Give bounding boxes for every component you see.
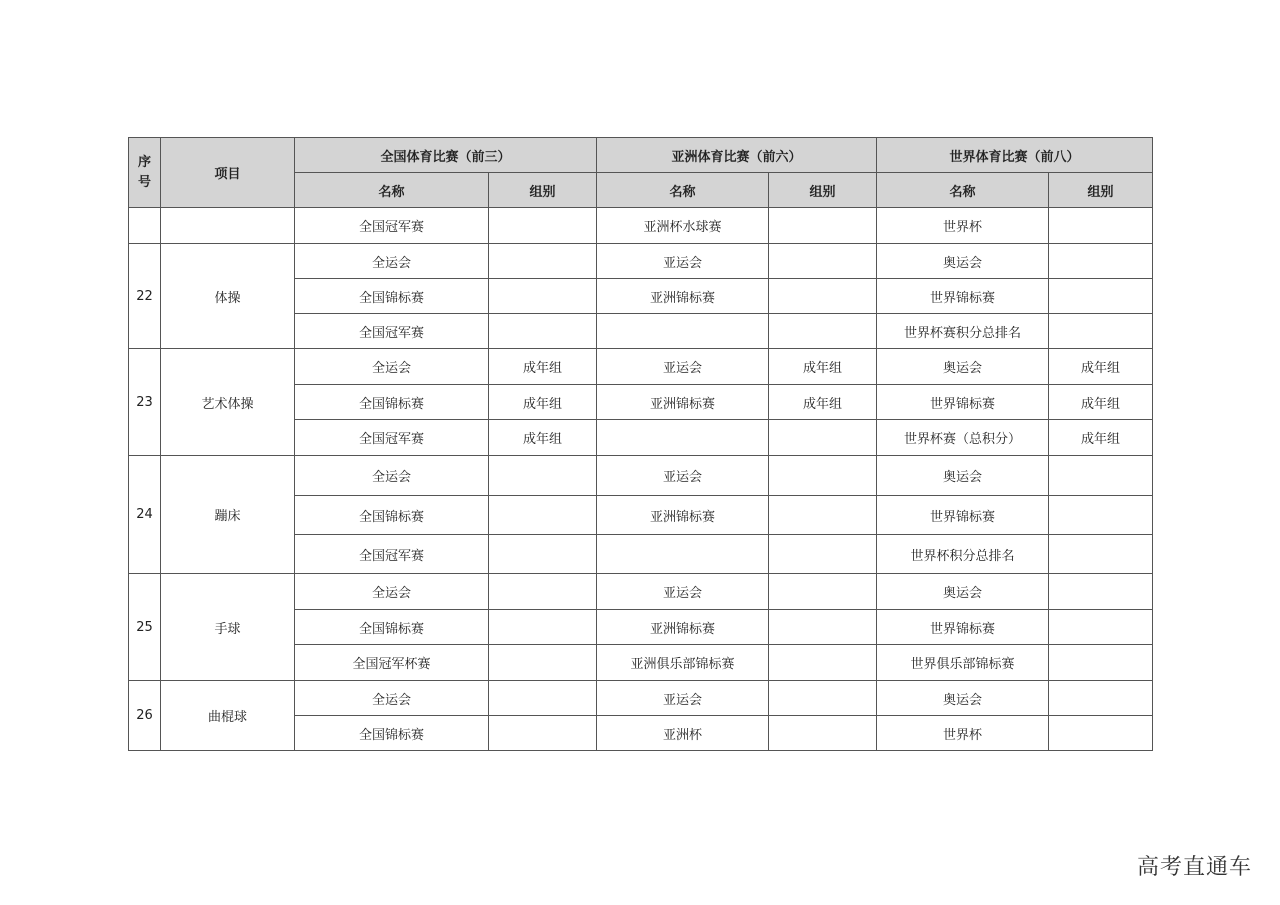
national-category-cell <box>489 681 597 716</box>
world-category-cell: 成年组 <box>1049 385 1153 420</box>
world-category-cell <box>1049 610 1153 645</box>
asian-category-cell <box>769 314 877 349</box>
world-name-cell: 世界锦标赛 <box>877 496 1049 535</box>
asian-name-cell: 亚运会 <box>597 574 769 610</box>
asian-name-cell: 亚洲杯 <box>597 716 769 751</box>
table-row <box>129 574 1153 610</box>
seq-cell: 23 <box>129 349 161 456</box>
asian-category-cell <box>769 456 877 496</box>
world-category-cell: 成年组 <box>1049 420 1153 456</box>
world-category-cell <box>1049 574 1153 610</box>
world-category-cell: 成年组 <box>1049 349 1153 385</box>
world-category-cell <box>1049 456 1153 496</box>
national-name-cell: 全国锦标赛 <box>295 610 489 645</box>
national-group-header: 全国体育比赛（前三） <box>295 138 597 173</box>
national-category-cell <box>489 208 597 244</box>
table-row <box>129 244 1153 279</box>
national-category-header: 组别 <box>489 173 597 208</box>
asian-name-cell: 亚运会 <box>597 244 769 279</box>
table-row <box>129 208 1153 244</box>
asian-category-cell <box>769 496 877 535</box>
national-category-cell <box>489 574 597 610</box>
national-name-cell: 全国冠军杯赛 <box>295 645 489 681</box>
national-name-cell: 全国锦标赛 <box>295 385 489 420</box>
world-name-cell: 世界锦标赛 <box>877 610 1049 645</box>
national-category-cell <box>489 716 597 751</box>
national-name-cell: 全运会 <box>295 574 489 610</box>
national-name-cell: 全国冠军赛 <box>295 208 489 244</box>
seq-cell: 24 <box>129 456 161 574</box>
asian-name-cell: 亚运会 <box>597 349 769 385</box>
asian-name-cell: 亚洲锦标赛 <box>597 279 769 314</box>
item-cell: 艺术体操 <box>161 349 295 456</box>
national-category-cell <box>489 314 597 349</box>
world-name-cell: 奥运会 <box>877 244 1049 279</box>
national-category-cell: 成年组 <box>489 420 597 456</box>
asian-name-cell: 亚运会 <box>597 456 769 496</box>
seq-header <box>129 138 161 208</box>
asian-category-cell <box>769 279 877 314</box>
world-category-cell <box>1049 314 1153 349</box>
world-category-cell <box>1049 208 1153 244</box>
world-name-cell: 世界杯赛（总积分） <box>877 420 1049 456</box>
national-name-header: 名称 <box>295 173 489 208</box>
national-name-cell: 全运会 <box>295 456 489 496</box>
world-category-cell <box>1049 244 1153 279</box>
seq-header-line1: 序 <box>137 154 151 170</box>
asian-category-cell <box>769 645 877 681</box>
national-name-cell: 全运会 <box>295 349 489 385</box>
world-name-cell: 世界俱乐部锦标赛 <box>877 645 1049 681</box>
table-row <box>129 349 1153 385</box>
seq-cell: 26 <box>129 681 161 751</box>
world-name-cell: 奥运会 <box>877 681 1049 716</box>
national-name-cell: 全国冠军赛 <box>295 535 489 574</box>
national-name-cell: 全国锦标赛 <box>295 279 489 314</box>
item-cell: 体操 <box>161 244 295 349</box>
asian-name-header: 名称 <box>597 173 769 208</box>
asian-category-cell <box>769 574 877 610</box>
competition-table <box>128 137 1153 751</box>
world-category-cell <box>1049 716 1153 751</box>
item-cell: 蹦床 <box>161 456 295 574</box>
national-category-cell: 成年组 <box>489 349 597 385</box>
national-category-cell <box>489 279 597 314</box>
world-category-cell <box>1049 645 1153 681</box>
asian-name-cell: 亚洲锦标赛 <box>597 385 769 420</box>
national-name-cell: 全运会 <box>295 244 489 279</box>
asian-name-cell: 亚洲俱乐部锦标赛 <box>597 645 769 681</box>
world-category-cell <box>1049 681 1153 716</box>
asian-name-cell: 亚洲锦标赛 <box>597 610 769 645</box>
national-category-cell <box>489 645 597 681</box>
item-cell: 手球 <box>161 574 295 681</box>
item-cell: 曲棍球 <box>161 681 295 751</box>
table-header <box>129 138 1153 208</box>
watermark: 高考直通车 <box>1136 855 1252 880</box>
seq-cell: 25 <box>129 574 161 681</box>
seq-cell: 22 <box>129 244 161 349</box>
world-name-cell: 奥运会 <box>877 349 1049 385</box>
asian-name-cell: 亚洲锦标赛 <box>597 496 769 535</box>
asian-name-cell: 亚洲杯水球赛 <box>597 208 769 244</box>
world-name-cell: 奥运会 <box>877 456 1049 496</box>
world-name-header: 名称 <box>877 173 1049 208</box>
national-name-cell: 全国锦标赛 <box>295 716 489 751</box>
world-category-cell <box>1049 279 1153 314</box>
asian-category-cell <box>769 681 877 716</box>
asian-category-cell <box>769 208 877 244</box>
table-row <box>129 681 1153 716</box>
national-category-cell <box>489 496 597 535</box>
asian-category-cell: 成年组 <box>769 385 877 420</box>
national-category-cell: 成年组 <box>489 385 597 420</box>
world-category-cell <box>1049 496 1153 535</box>
asian-name-cell <box>597 314 769 349</box>
asian-category-cell: 成年组 <box>769 349 877 385</box>
asian-category-cell <box>769 244 877 279</box>
world-category-cell <box>1049 535 1153 574</box>
world-group-header: 世界体育比赛（前八） <box>877 138 1153 173</box>
asian-category-cell <box>769 716 877 751</box>
asian-category-header: 组别 <box>769 173 877 208</box>
asian-category-cell <box>769 610 877 645</box>
world-name-cell: 世界杯 <box>877 208 1049 244</box>
table-row <box>129 456 1153 496</box>
world-name-cell: 世界锦标赛 <box>877 279 1049 314</box>
asian-name-cell <box>597 420 769 456</box>
asian-name-cell <box>597 535 769 574</box>
national-name-cell: 全国冠军赛 <box>295 420 489 456</box>
national-category-cell <box>489 456 597 496</box>
asian-category-cell <box>769 420 877 456</box>
world-name-cell: 世界锦标赛 <box>877 385 1049 420</box>
item-header: 项目 <box>161 138 295 208</box>
item-cell <box>161 208 295 244</box>
world-name-cell: 奥运会 <box>877 574 1049 610</box>
national-category-cell <box>489 244 597 279</box>
national-category-cell <box>489 535 597 574</box>
table-body <box>129 208 1153 751</box>
national-name-cell: 全运会 <box>295 681 489 716</box>
world-category-header: 组别 <box>1049 173 1153 208</box>
asian-category-cell <box>769 535 877 574</box>
national-category-cell <box>489 610 597 645</box>
seq-cell <box>129 208 161 244</box>
world-name-cell: 世界杯积分总排名 <box>877 535 1049 574</box>
asian-group-header: 亚洲体育比赛（前六） <box>597 138 877 173</box>
seq-header-line2: 号 <box>137 174 151 190</box>
world-name-cell: 世界杯 <box>877 716 1049 751</box>
national-name-cell: 全国锦标赛 <box>295 496 489 535</box>
asian-name-cell: 亚运会 <box>597 681 769 716</box>
world-name-cell: 世界杯赛积分总排名 <box>877 314 1049 349</box>
national-name-cell: 全国冠军赛 <box>295 314 489 349</box>
